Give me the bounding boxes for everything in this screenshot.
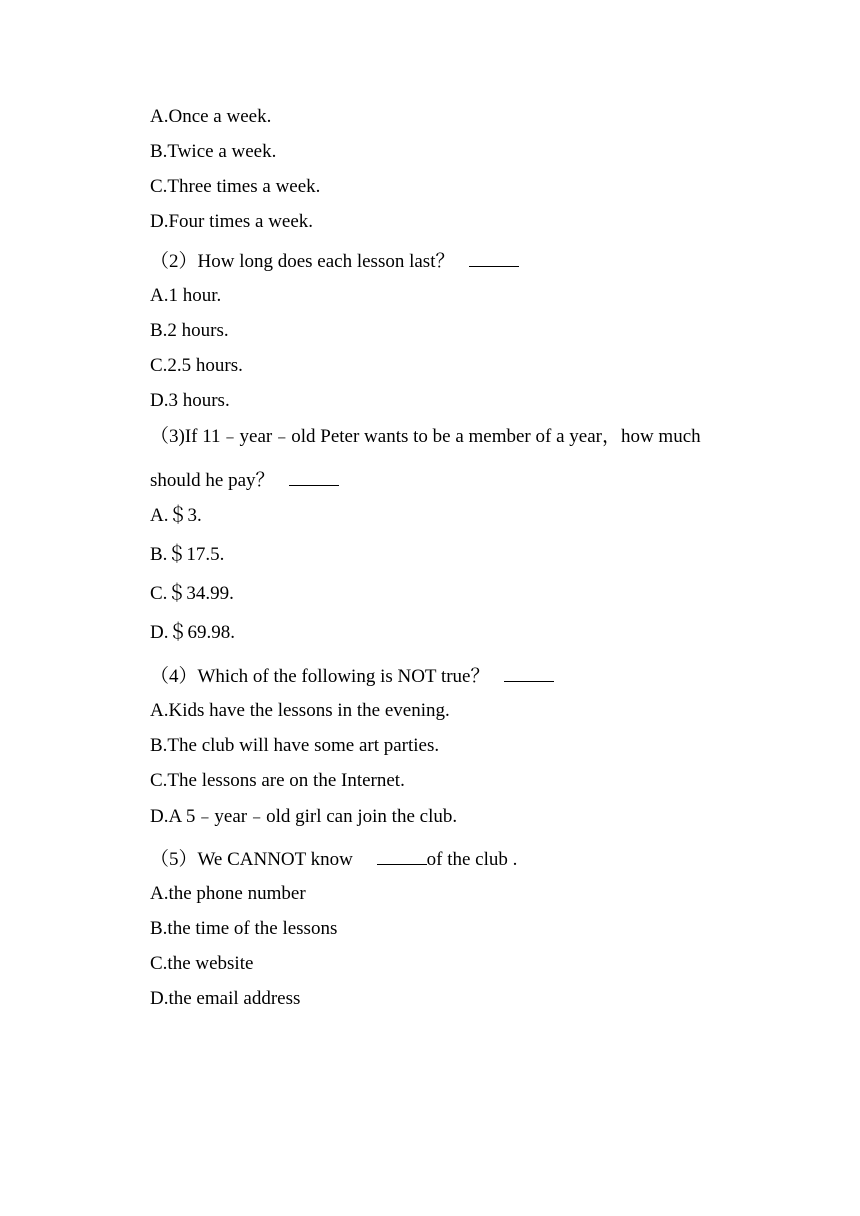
q4-option-a: A.Kids have the lessons in the evening. [150, 700, 450, 721]
q4-option-d: D.A 5﹣year﹣old girl can join the club. [150, 806, 458, 827]
q1-option-c: C.Three times a week. [150, 176, 321, 197]
q5-option-b: B.the time of the lessons [150, 918, 338, 939]
q3-option-c: C.＄34.99. [150, 583, 234, 604]
q2-option-a: A.1 hour. [150, 285, 222, 306]
answer-blank [469, 246, 519, 267]
q5-option-c: C.the website [150, 953, 254, 974]
q3-option-b: B.＄17.5. [150, 544, 225, 565]
q4-stem-text: （4）Which of the following is NOT true？ [150, 666, 490, 687]
q2-stem-text: （2）How long does each lesson last？ [150, 251, 455, 272]
q3-stem-line2 [150, 465, 339, 493]
q2-option-b: B.2 hours. [150, 320, 229, 341]
q2-option-d: D.3 hours. [150, 390, 230, 411]
q2-option-c: C.2.5 hours. [150, 355, 243, 376]
q4-stem [150, 661, 554, 689]
q4-option-b: B.The club will have some art parties. [150, 735, 440, 756]
q5-option-d: D.the email address [150, 988, 301, 1009]
q1-option-b: B.Twice a week. [150, 141, 277, 162]
q5-stem-before: （5）We CANNOT know [150, 849, 353, 870]
q3-stem-text: should he pay？ [150, 470, 275, 491]
answer-blank [289, 465, 339, 486]
q3-stem-line1: （3)If 11﹣year﹣old Peter wants to be a member of a year，how much [150, 426, 701, 447]
answer-blank [504, 661, 554, 682]
answer-blank [377, 844, 427, 865]
q4-option-c: C.The lessons are on the Internet. [150, 770, 405, 791]
q5-stem [150, 844, 517, 872]
q2-stem [150, 246, 519, 274]
q3-option-d: D.＄69.98. [150, 622, 235, 643]
q3-option-a: A.＄3. [150, 505, 202, 526]
q5-option-a: A.the phone number [150, 883, 306, 904]
q1-option-a: A.Once a week. [150, 106, 272, 127]
q5-stem-after: of the club . [426, 849, 518, 870]
q1-option-d: D.Four times a week. [150, 211, 314, 232]
